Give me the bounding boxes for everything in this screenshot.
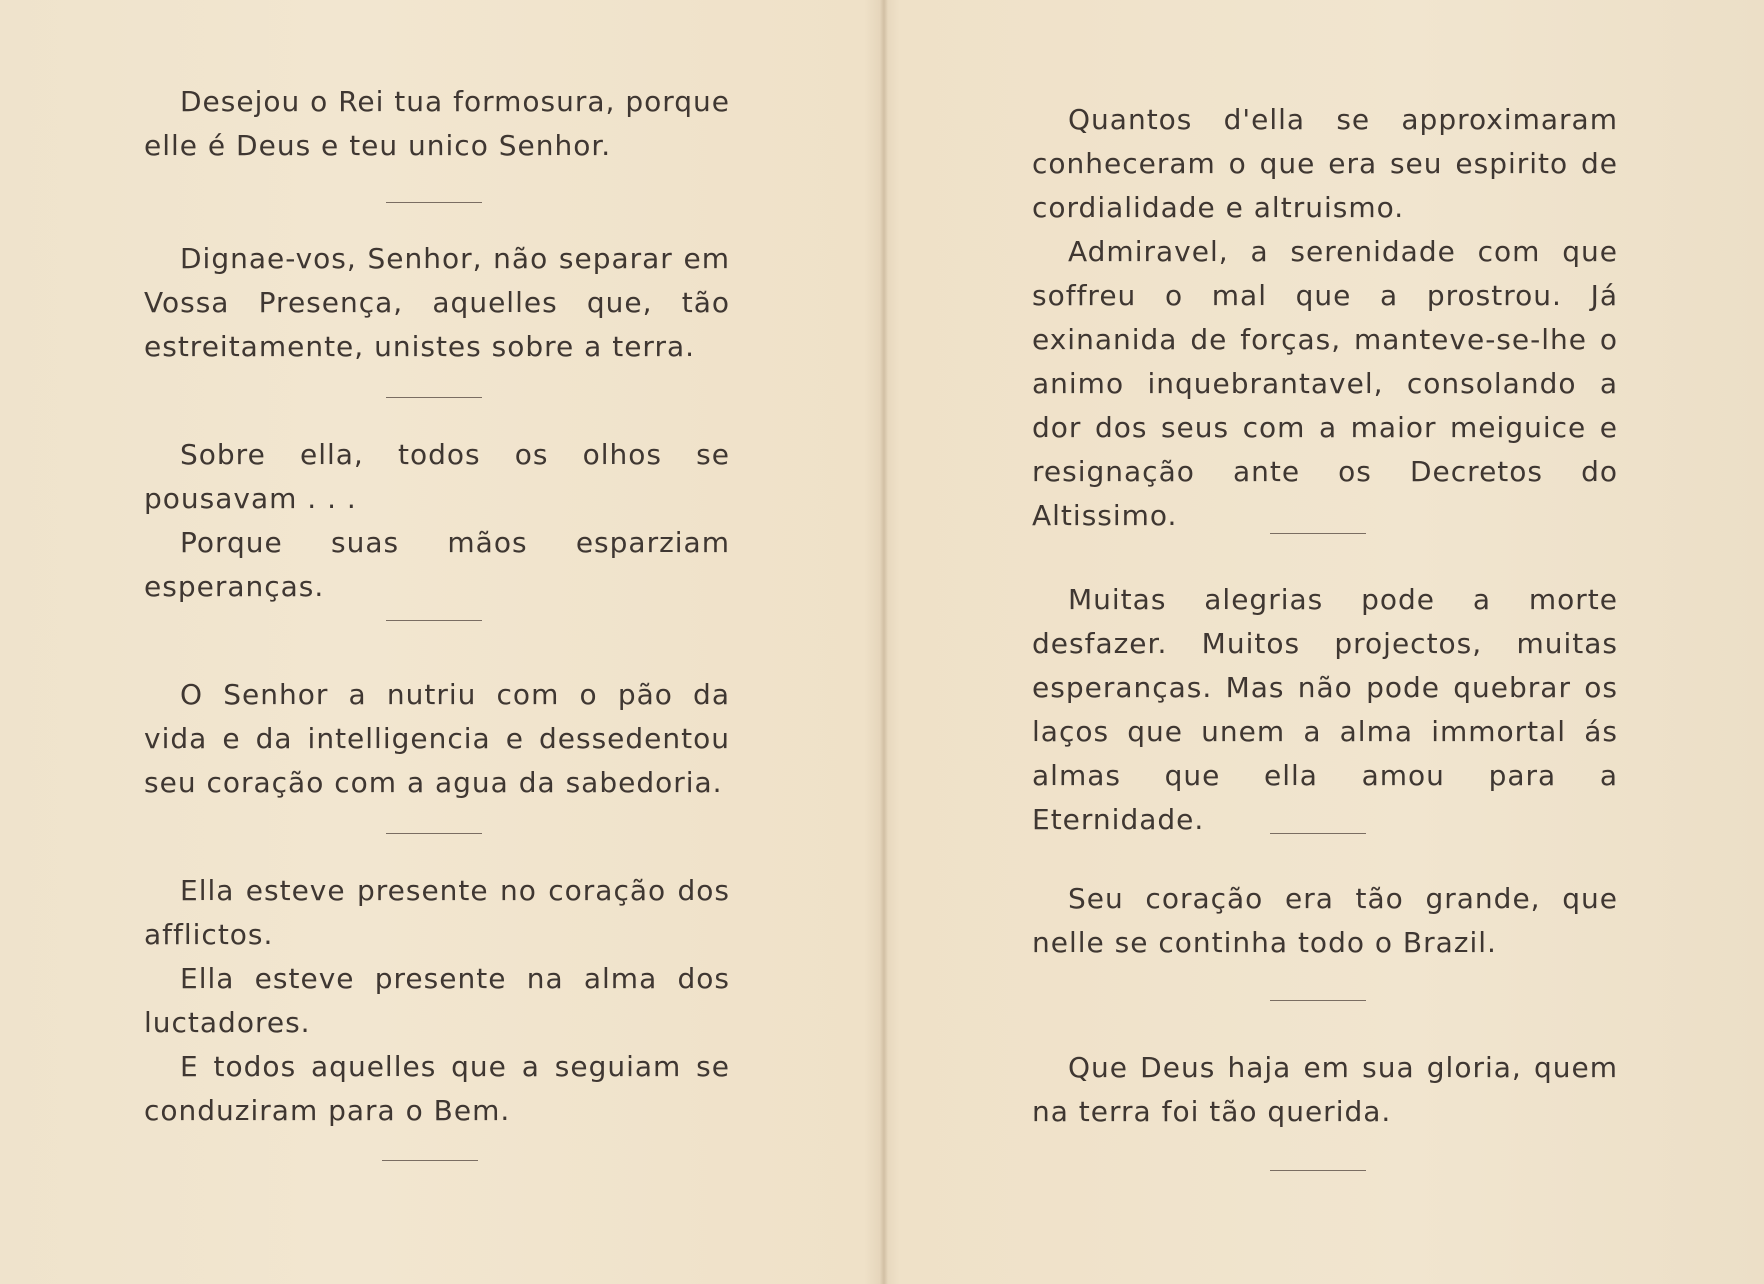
left-section-3 [144,433,730,609]
right-s1-paragraph-1: Quantos d'ella se approximaram conheceram o que era seu espirito de cordialidade e altruismo. [1032,103,1618,224]
left-s5-paragraph-1: Ella esteve presente no coração dos afflictos. [144,874,730,951]
left-s5-paragraph-3: E todos aquelles que a seguiam se conduziram para o Bem. [144,1050,730,1127]
right-s1-paragraph-2: Admiravel, a serenidade com que soffreu o mal que a prostrou. Já exinanida de forças, manteve-se-lhe o animo inquebrantavel, consolando a dor dos seus com a maior meiguice e resignação ante os Decretos do Altissimo. [1032,235,1618,532]
right-section-3 [1032,877,1618,965]
left-section-2 [144,237,730,369]
right-section-2 [1032,578,1618,842]
right-section-1 [1032,98,1618,538]
section-divider [1270,1000,1366,1001]
left-section-4 [144,673,730,805]
right-section-4 [1032,1046,1618,1134]
section-divider [386,202,482,203]
left-section-1 [144,80,730,168]
section-divider [382,1160,478,1161]
section-divider [386,620,482,621]
section-divider [1270,833,1366,834]
section-divider [386,833,482,834]
left-s5-paragraph-2: Ella esteve presente na alma dos luctadores. [144,962,730,1039]
left-section-5 [144,869,730,1133]
section-divider [386,397,482,398]
right-s4-paragraph-1: Que Deus haja em sua gloria, quem na terra foi tão querida. [1032,1051,1618,1128]
left-s3-paragraph-1: Sobre ella, todos os olhos se pousavam . . . [144,438,730,515]
section-divider [1270,533,1366,534]
left-s2-paragraph-1: Dignae-vos, Senhor, não separar em Vossa Presença, aquelles que, tão estreitamente, unistes sobre a terra. [144,242,730,363]
left-s1-paragraph-1: Desejou o Rei tua formosura, porque elle é Deus e teu unico Senhor. [144,85,730,162]
right-page [882,0,1764,1284]
section-divider [1270,1170,1366,1171]
left-s4-paragraph-1: O Senhor a nutriu com o pão da vida e da intelligencia e dessedentou seu coração com a agua da sabedoria. [144,678,730,799]
left-s3-paragraph-2: Porque suas mãos esparziam esperanças. [144,526,730,603]
right-s2-paragraph-1: Muitas alegrias pode a morte desfazer. Muitos projectos, muitas esperanças. Mas não pode quebrar os laços que unem a alma immortal ás almas que ella amou para a Eternidade. [1032,583,1618,836]
right-s3-paragraph-1: Seu coração era tão grande, que nelle se continha todo o Brazil. [1032,882,1618,959]
